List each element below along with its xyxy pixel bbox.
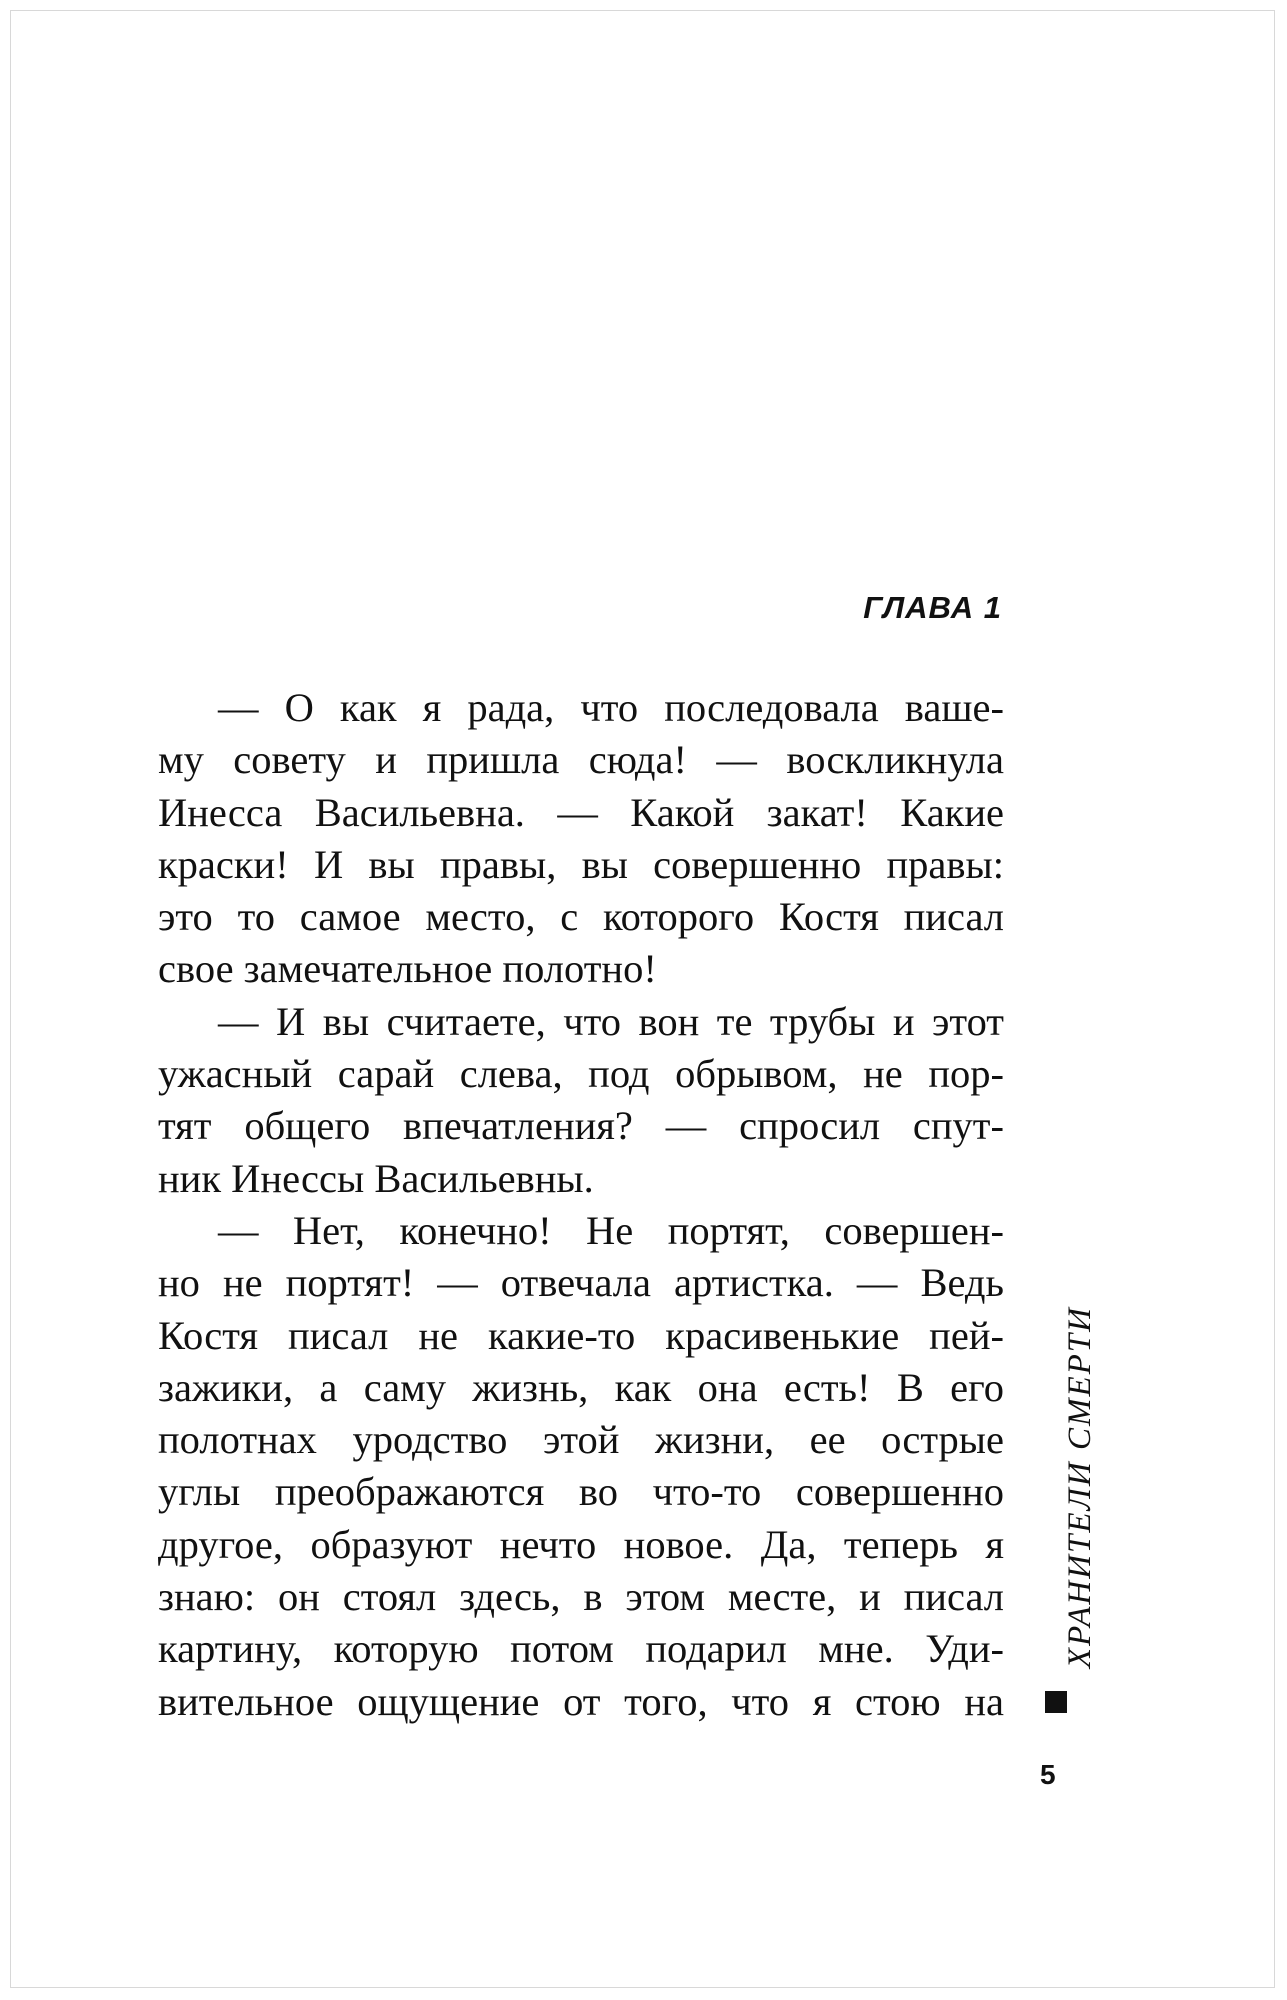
text-line: — Нет, конечно! Не портят, совершен- bbox=[218, 1207, 1004, 1253]
page-number: 5 bbox=[1040, 1759, 1056, 1790]
text-line: полотнах уродство этой жизни, ее острые bbox=[158, 1417, 1004, 1463]
text-line: свое замечательное полотно! bbox=[158, 946, 657, 992]
text-line: зажики, а саму жизнь, как она есть! В его bbox=[158, 1364, 1004, 1410]
running-title-square-marker bbox=[1045, 1691, 1067, 1713]
running-title: ХРАНИТЕЛИ СМЕРТИ bbox=[1062, 1306, 1098, 1669]
running-title-container bbox=[1040, 1300, 1120, 1720]
text-line: краски! И вы правы, вы совершенно правы: bbox=[158, 841, 1004, 887]
text-line: другое, образуют нечто новое. Да, теперь я bbox=[158, 1521, 1004, 1567]
text-line: му совету и пришла сюда! — воскликнула bbox=[158, 737, 1004, 783]
text-line: Костя писал не какие-то красивенькие пей- bbox=[158, 1312, 1004, 1358]
text-line: тят общего впечатления? — спросил спут- bbox=[158, 1103, 1004, 1149]
text-line: ник Инессы Васильевны. bbox=[158, 1155, 594, 1201]
text-line: ужасный сарай слева, под обрывом, не пор- bbox=[158, 1051, 1004, 1097]
text-line: углы преображаются во что-то совершенно bbox=[158, 1469, 1004, 1515]
text-line: вительное ощущение от того, что я стою на bbox=[158, 1678, 1004, 1724]
text-line: знаю: он стоял здесь, в этом месте, и писал bbox=[158, 1574, 1004, 1620]
body-text bbox=[158, 682, 1004, 1728]
chapter-heading: ГЛАВА 1 bbox=[863, 590, 1002, 625]
text-line: но не портят! — отвечала артистка. — Ведь bbox=[158, 1260, 1004, 1306]
text-line: это то самое место, с которого Костя писал bbox=[158, 894, 1004, 940]
text-line: — И вы считаете, что вон те трубы и этот bbox=[218, 998, 1004, 1044]
text-line: Инесса Васильевна. — Какой закат! Какие bbox=[158, 789, 1004, 835]
text-line: картину, которую потом подарил мне. Уди- bbox=[158, 1626, 1004, 1672]
text-line: — О как я рада, что последовала ваше- bbox=[218, 685, 1004, 730]
